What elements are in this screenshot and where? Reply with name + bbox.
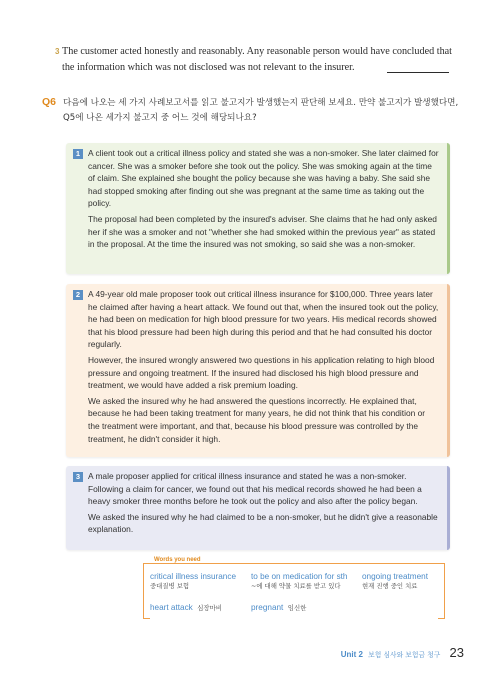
vocab-item — [150, 597, 222, 615]
question-text: 다음에 나오는 세 가지 사례보고서를 읽고 불고지가 발생했는지 판단해 보세요. 만약 불고지가 발생했다면, Q5에 나온 세가지 불고지 중 어느 것에 해당되나요? — [63, 98, 459, 123]
option-text: The customer acted honestly and reasonably. Any reasonable person would have concluded that the information which was not disclosed was not relevant to the insurer. — [62, 46, 453, 73]
words-you-need-box — [143, 557, 445, 641]
vocab-meaning: 심장마비 — [197, 604, 222, 612]
vocab-item — [251, 572, 348, 590]
case-paragraph: A 49-year old male proposer took out critical illness insurance for $100,000. Three years later he claimed after having a heart attack. We found out that, when the insured took out the policy, he had been on medication for high blood pressure for two years. His medical records showed that his blood pressure had been high during this period and that he had consulted his doctor regularly. — [88, 289, 439, 350]
vocab-term: critical illness insurance — [150, 572, 237, 581]
vocab-term: heart attack — [150, 603, 193, 612]
vocab-term: pregnant — [251, 603, 284, 612]
case-body — [88, 147, 439, 254]
option-number: 3 — [55, 47, 60, 56]
right-bracket — [438, 563, 445, 619]
case-box-2 — [66, 284, 450, 457]
vocab-meaning: ~에 대해 약물 치료를 받고 있다 — [251, 582, 341, 590]
divider — [149, 563, 439, 564]
case-body — [88, 470, 439, 539]
unit-subtitle: 보험 심사와 보험금 청구 — [368, 651, 441, 659]
case-paragraph: We asked the insured why he had claimed to be a non-smoker, but he didn't give a reasonable explanation. — [88, 511, 438, 535]
left-bracket — [143, 563, 150, 619]
case-paragraph: A male proposer applied for critical illness insurance and stated he was a non-smoker. Following a claim for cancer, we found out that his medical records showed he had been a heavy smoker three months before he took out the policy and also after the policy began. — [88, 471, 422, 507]
answer-option-3 — [55, 44, 454, 75]
case-box-3 — [66, 466, 450, 550]
unit-label: Unit 2 — [340, 650, 363, 659]
case-paragraph: We asked the insured why he had answered the questions incorrectly. He explained that, because he had been taking treatment for many years, he did not think that his condition or the treatment were important, and that, because his blood pressure was controlled by the treatment, he didn't consider it high. — [88, 395, 426, 444]
vocab-item — [362, 572, 428, 590]
question-label: Q6 — [42, 96, 57, 108]
case-number-badge: 1 — [73, 149, 83, 159]
case-number-badge: 3 — [73, 472, 83, 482]
page-footer — [341, 645, 464, 660]
case-box-1 — [66, 143, 450, 274]
page-number: 23 — [449, 645, 464, 660]
underline-mark — [387, 72, 449, 73]
case-paragraph: The proposal had been completed by the insured's adviser. She claims that he had only asked her if she was a smoker and not "whether she had smoked within the previous year" as stated in the proposal. At the time the insured was not smoking, so said she was a non-smoker. — [88, 213, 437, 250]
vocab-meaning: 중대질병 보험 — [150, 582, 190, 590]
vocab-item — [251, 597, 306, 615]
vocab-term: to be on medication for sth — [251, 572, 348, 581]
vocab-meaning: 임신한 — [287, 604, 307, 612]
case-paragraph: A client took out a critical illness policy and stated she was a non-smoker. She later claimed for cancer. She was a smoker before she took out the policy. She was smoking again at the time of claim. She explained she bought the policy because she was having a baby. She said she had stopped smoking after finding out she was pregnant at the same time as taking out the policy. — [88, 148, 439, 209]
case-number-badge: 2 — [73, 290, 83, 300]
vocab-meaning: 현재 진행 중인 치료 — [362, 582, 418, 590]
vocab-item — [150, 572, 236, 590]
case-body — [88, 288, 439, 448]
words-title: Words you need — [151, 557, 204, 563]
vocab-term: ongoing treatment — [362, 572, 428, 581]
case-paragraph: However, the insured wrongly answered two questions in his application relating to high blood pressure and ongoing treatment. If the insured had disclosed his high blood pressure and treatment, we would have added a risk premium loading. — [88, 354, 435, 391]
